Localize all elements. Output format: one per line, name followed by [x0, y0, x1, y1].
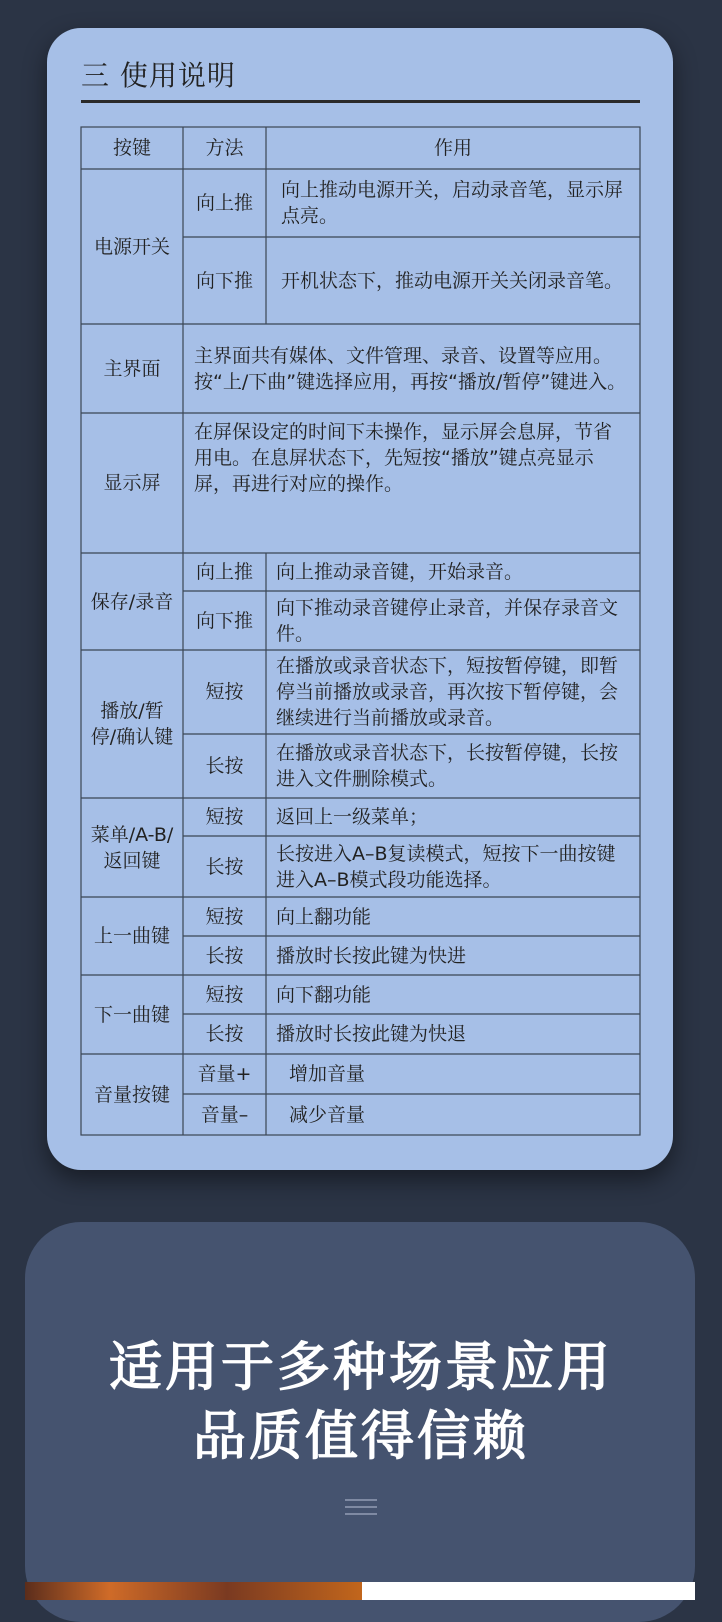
table-method-previous-short: 短按: [205, 905, 244, 928]
table-key-volume: 音量按键: [93, 1083, 170, 1106]
table-method-power-up: 向上推: [195, 192, 253, 214]
table-function-power-down: 开机状态下，推动电源开关关闭录音笔。: [281, 269, 624, 292]
promo-headline-line-1: 适用于多种场景应用: [109, 1337, 613, 1398]
table-function-previous-short: 向上翻功能: [276, 905, 372, 928]
table-method-next-long: 长按: [205, 1023, 244, 1045]
table-key-main-screen: 主界面: [103, 357, 161, 380]
table-function-play-long: 在播放或录音状态下，长按暂停键，长按进入文件删除模式。: [276, 742, 619, 790]
table-function-record-down: 向下推动录音键停止录音，并保存录音文件。: [276, 596, 619, 645]
table-key-previous-track: 上一曲键: [93, 925, 170, 947]
table-key-menu-ab-back: 菜单/A-B/返回键: [90, 823, 174, 872]
product-image-preview: [25, 1582, 362, 1600]
table-method-power-down: 向下推: [195, 269, 253, 292]
table-function-next-short: 向下翻功能: [276, 983, 372, 1006]
table-key-next-track: 下一曲键: [93, 1003, 170, 1026]
promo-headline-line-2: 品质值得信赖: [193, 1406, 529, 1467]
table-method-menu-long: 长按: [205, 855, 244, 878]
table-key-play-pause-confirm: 播放/暂停/确认键: [90, 700, 174, 748]
table-function-next-long: 播放时长按此键为快退: [276, 1023, 467, 1045]
table-function-record-up: 向上推动录音键，开始录音。: [276, 561, 524, 583]
table-method-record-down: 向下推: [195, 609, 253, 632]
section-title: 三 使用说明: [81, 59, 236, 92]
table-function-display: 在屏保设定的时间下未操作，显示屏会息屏，节省用电。在息屏状态下，先短按“播放”键点亮显示屏，再进行对应的操作。: [194, 421, 613, 495]
table-function-play-short: 在播放或录音状态下，短按暂停键，即暂停当前播放或录音，再次按下暂停键，会继续进行当前播放或录音。: [276, 655, 619, 729]
table-method-previous-long: 长按: [205, 944, 244, 967]
table-method-menu-short: 短按: [205, 806, 244, 828]
table-method-record-up: 向上推: [195, 561, 253, 583]
table-method-play-long: 长按: [205, 755, 244, 777]
table-key-display: 显示屏: [103, 472, 161, 494]
table-method-play-short: 短按: [205, 681, 244, 703]
table-function-power-up: 向上推动电源开关，启动录音笔，显示屏点亮。: [281, 179, 624, 227]
table-function-volume-up: 增加音量: [289, 1063, 366, 1085]
table-function-menu-short: 返回上一级菜单；: [276, 806, 429, 828]
table-function-volume-down: 减少音量: [289, 1103, 366, 1126]
table-header-function: 作用: [433, 137, 472, 159]
table-method-volume-down: 音量–: [200, 1103, 249, 1126]
table-method-next-short: 短按: [205, 983, 244, 1006]
table-function-main-screen: 主界面共有媒体、文件管理、录音、设置等应用。按“上/下曲”键选择应用，再按“播放/暂停”键进入。: [194, 344, 627, 393]
table-key-save-record: 保存/录音: [90, 590, 174, 613]
white-image-preview: [362, 1582, 695, 1600]
table-function-menu-long: 长按进入A–B复读模式，短按下一曲按键进入A–B模式段功能选择。: [276, 842, 616, 891]
table-function-previous-long: 播放时长按此键为快进: [276, 944, 467, 967]
table-method-volume-up: 音量+: [197, 1063, 252, 1085]
table-header-key: 按键: [112, 137, 151, 159]
menu-icon: [345, 1497, 377, 1517]
table-header-method: 方法: [205, 137, 244, 159]
table-key-power-switch: 电源开关: [93, 235, 170, 258]
